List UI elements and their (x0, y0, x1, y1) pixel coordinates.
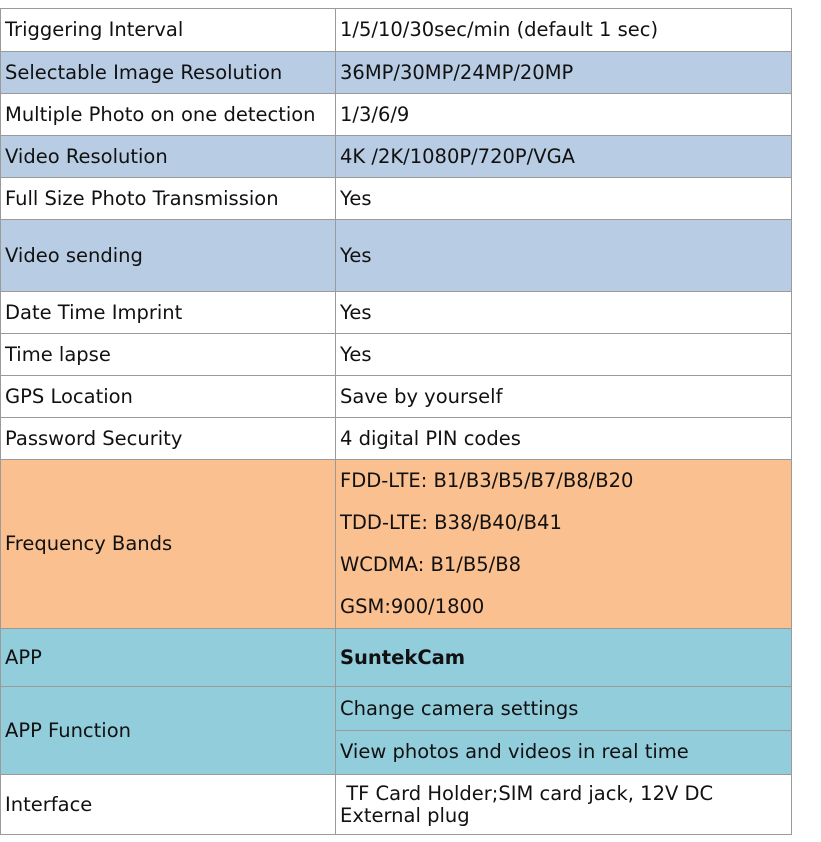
table-row (1, 9, 792, 52)
table-row (1, 292, 792, 334)
spec-value: 4 digital PIN codes (336, 418, 792, 460)
frequency-band: FDD-LTE: B1/B3/B5/B7/B8/B20 (340, 469, 634, 492)
spec-label: Time lapse (1, 334, 336, 376)
spec-value: 36MP/30MP/24MP/20MP (336, 52, 792, 94)
table-row (1, 334, 792, 376)
spec-label: Password Security (1, 418, 336, 460)
frequency-band: GSM:900/1800 (340, 595, 485, 618)
spec-label: Date Time Imprint (1, 292, 336, 334)
app-function-values (336, 687, 792, 775)
interface-label: Interface (1, 775, 336, 835)
table-row (1, 94, 792, 136)
app-label: APP (1, 629, 336, 687)
spec-value: Save by yourself (336, 376, 792, 418)
interface-value: TF Card Holder;SIM card jack, 12V DC External plug (336, 775, 792, 835)
table-row (1, 418, 792, 460)
frequency-band: WCDMA: B1/B5/B8 (340, 553, 521, 576)
app-function-item: View photos and videos in real time (336, 730, 791, 773)
spec-value: Yes (336, 292, 792, 334)
spec-label: Video sending (1, 220, 336, 292)
frequency-band: TDD-LTE: B38/B40/B41 (340, 511, 562, 534)
table-row (1, 52, 792, 94)
spec-value: Yes (336, 334, 792, 376)
table-row-interface (1, 775, 792, 835)
spec-label: Selectable Image Resolution (1, 52, 336, 94)
app-function-label: APP Function (1, 687, 336, 775)
spec-table (0, 8, 792, 835)
spec-label: Triggering Interval (1, 9, 336, 52)
spec-label: Video Resolution (1, 136, 336, 178)
spec-label: GPS Location (1, 376, 336, 418)
table-row-app (1, 629, 792, 687)
spec-value: 4K /2K/1080P/720P/VGA (336, 136, 792, 178)
app-name: SuntekCam (336, 629, 792, 687)
table-row (1, 220, 792, 292)
spec-value: Yes (336, 178, 792, 220)
spec-value: 1/5/10/30sec/min (default 1 sec) (336, 9, 792, 52)
table-row (1, 136, 792, 178)
frequency-label: Frequency Bands (1, 460, 336, 629)
spec-value: 1/3/6/9 (336, 94, 792, 136)
app-function-item: Change camera settings (340, 697, 579, 720)
table-row (1, 178, 792, 220)
spec-label: Full Size Photo Transmission (1, 178, 336, 220)
spec-label: Multiple Photo on one detection (1, 94, 336, 136)
table-row-app-function (1, 687, 792, 775)
table-row (1, 376, 792, 418)
table-row-frequency (1, 460, 792, 629)
frequency-values (336, 460, 792, 629)
spec-value: Yes (336, 220, 792, 292)
